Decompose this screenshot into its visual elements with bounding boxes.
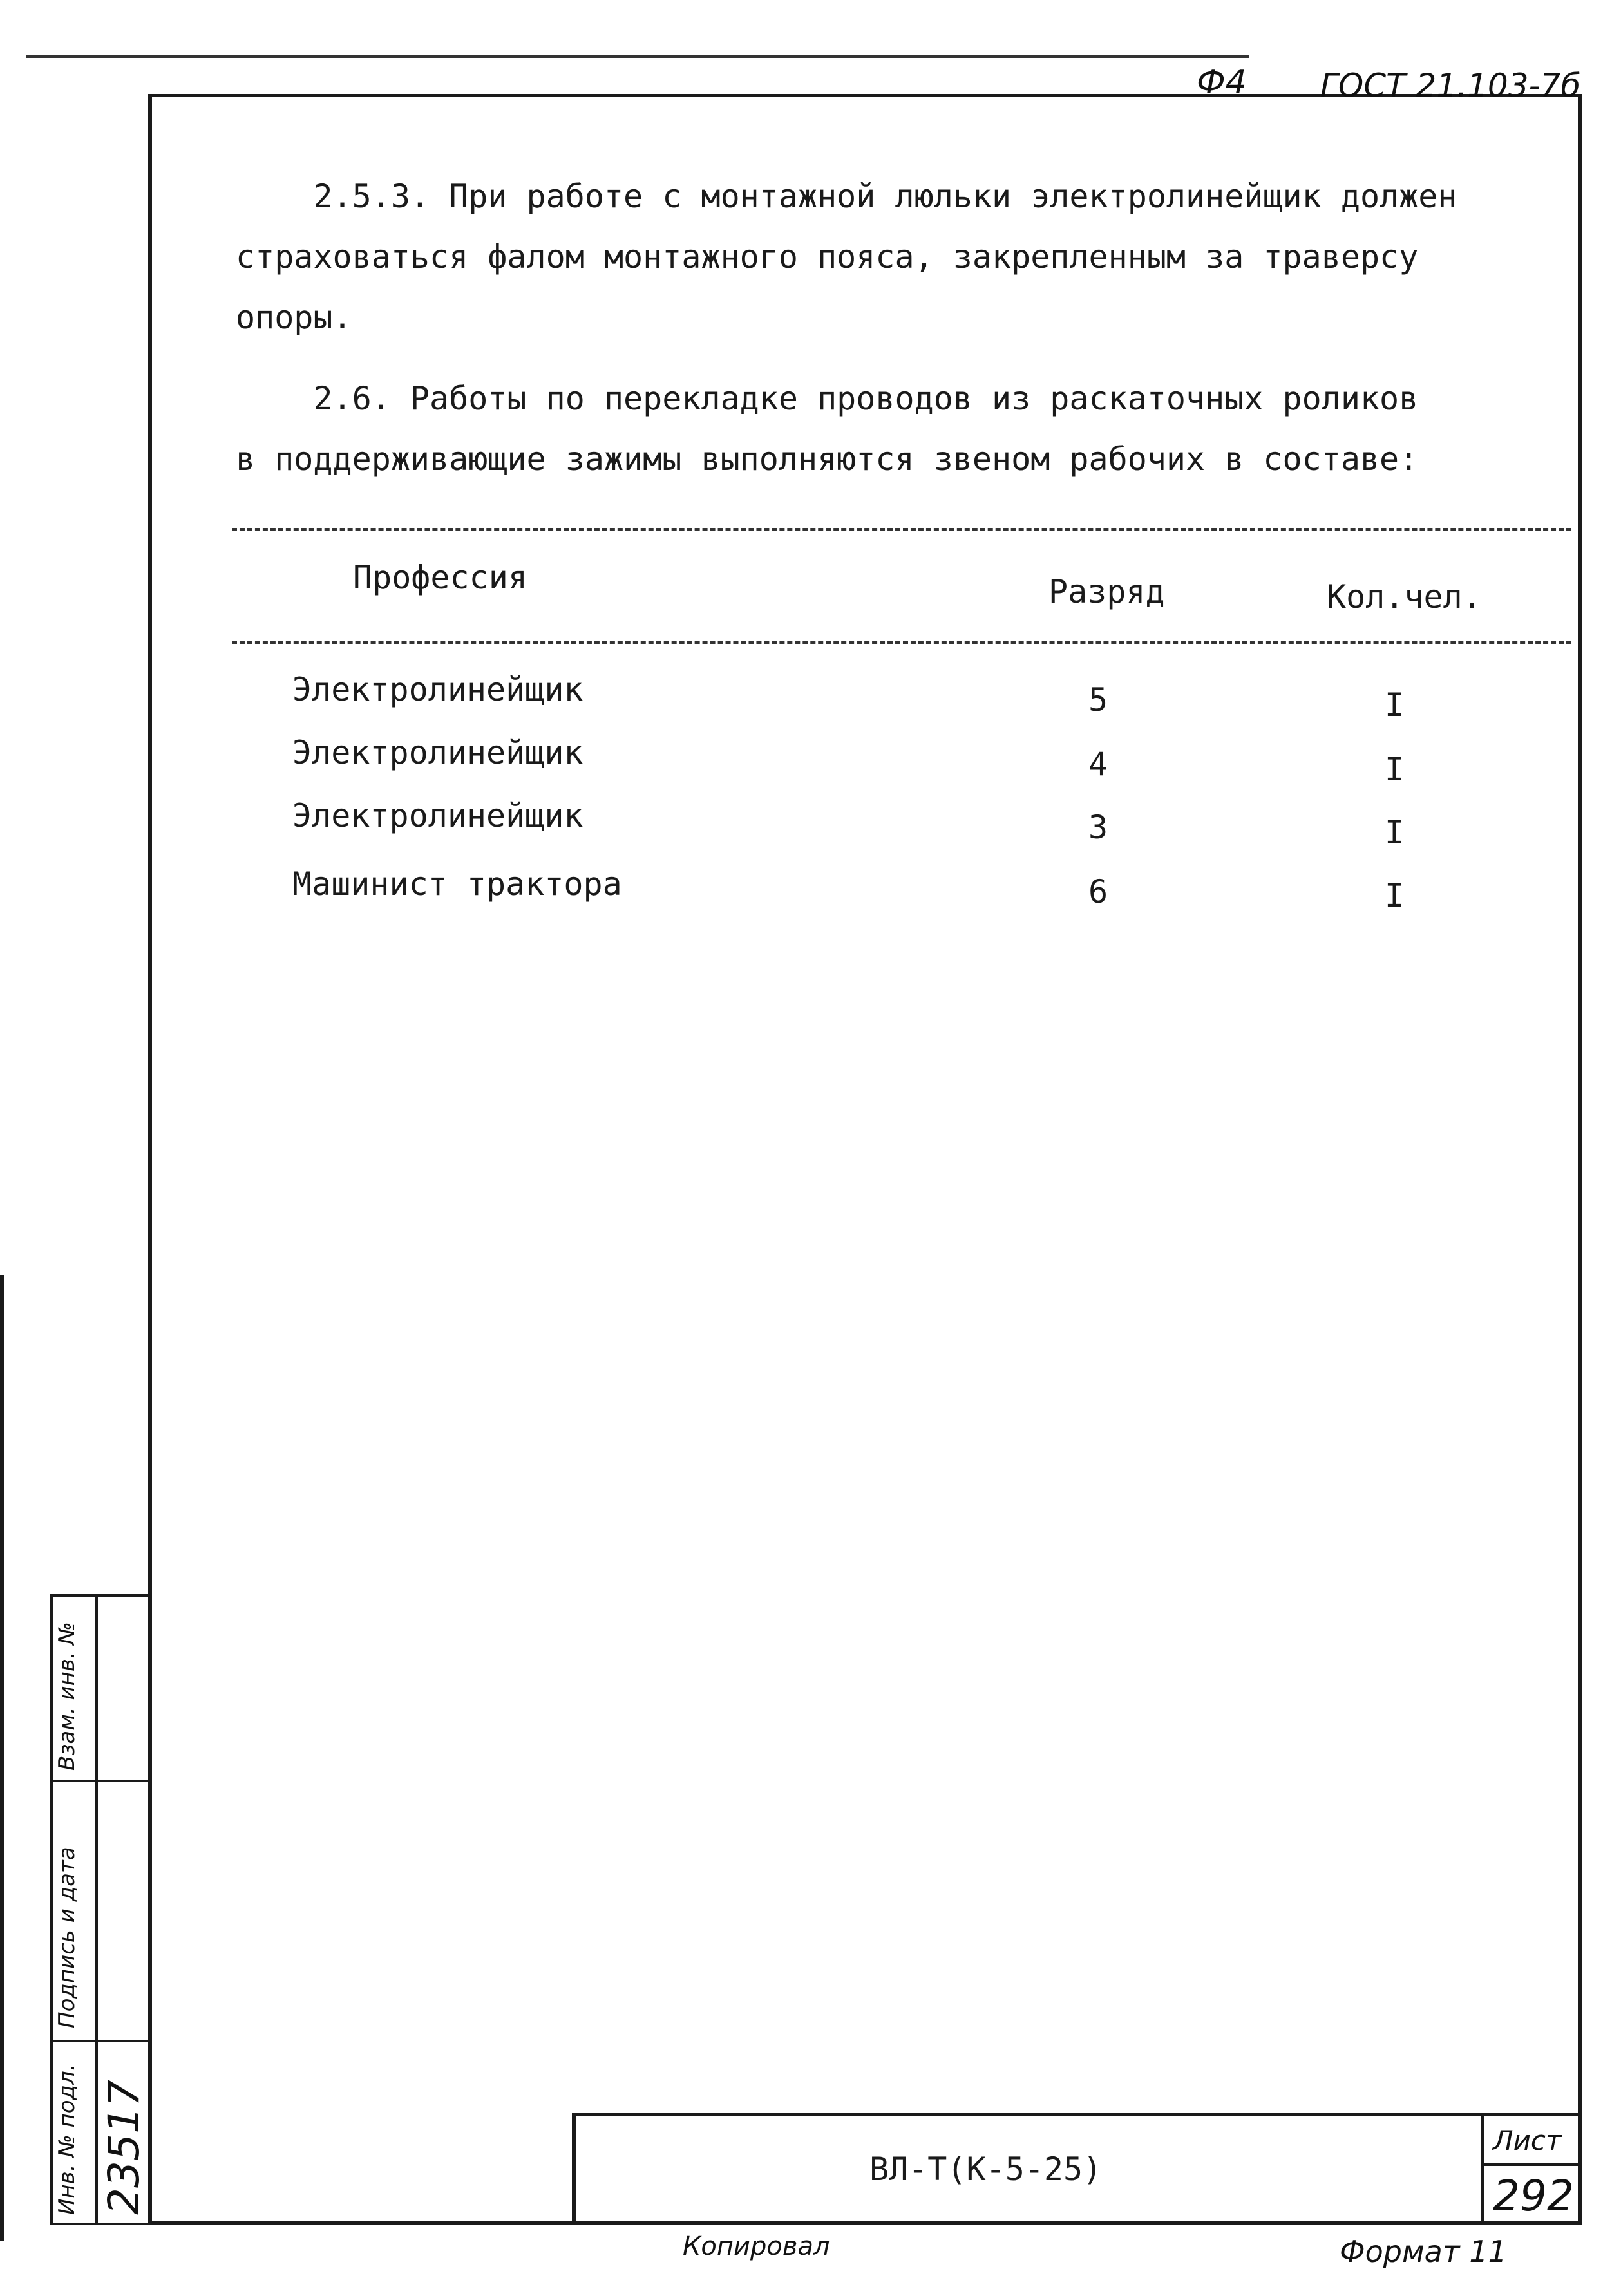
- side-strip-separator: [50, 1780, 152, 1782]
- paragraph-2-5-3-line-2: страховаться фалом монтажного пояса, закрепленным за траверсу: [236, 238, 1419, 276]
- stamp-top-border: [572, 2113, 1582, 2116]
- inventory-number: 23517: [99, 2080, 149, 2215]
- paragraph-2-5-3-line-3: опоры.: [236, 299, 352, 336]
- header-count: Кол.чел.: [1327, 578, 1482, 616]
- table-cell-count: I: [1385, 877, 1405, 914]
- side-strip-bottom-border: [50, 2223, 152, 2225]
- side-strip-inner-border: [95, 1594, 98, 2225]
- sheet-number: 292: [1493, 2171, 1574, 2221]
- table-cell-grade: 5: [1088, 681, 1108, 719]
- header-grade: Разряд: [1048, 573, 1165, 610]
- side-strip-separator: [50, 2040, 152, 2042]
- frame-right-border: [1578, 94, 1582, 2225]
- side-strip-top-border: [50, 1594, 152, 1597]
- stamp-divider: [1481, 2113, 1484, 2224]
- margin-line: [0, 1275, 4, 2241]
- table-cell-count: I: [1385, 751, 1405, 788]
- side-label-original-inventory: Инв. № подл.: [54, 2064, 80, 2215]
- table-cell-count: I: [1385, 686, 1405, 724]
- footer-format: Формат 11: [1340, 2234, 1507, 2269]
- side-label-replacement-inventory: Взам. инв. №: [54, 1622, 80, 1771]
- table-cell-profession: Электролинейщик: [292, 797, 583, 834]
- form-number: Ф4: [1197, 63, 1247, 102]
- sheet-label: Лист: [1493, 2125, 1562, 2156]
- paragraph-2-6-line-1: 2.6. Работы по перекладке проводов из раскаточных роликов: [236, 380, 1419, 417]
- table-cell-count: I: [1385, 814, 1405, 851]
- paragraph-2-6-line-2: в поддерживающие зажимы выполняются звеном рабочих в составе:: [236, 440, 1419, 478]
- table-cell-profession: Электролинейщик: [292, 734, 583, 771]
- header-profession: Профессия: [353, 559, 527, 596]
- table-cell-profession: Машинист трактора: [292, 865, 622, 903]
- table-cell-grade: 3: [1088, 809, 1108, 846]
- table-cell-grade: 4: [1088, 746, 1108, 783]
- stamp-left-border: [572, 2113, 576, 2224]
- side-strip-outer-border: [50, 1594, 53, 2225]
- top-rule: [26, 55, 1249, 58]
- table-cell-grade: 6: [1088, 873, 1108, 910]
- footer-copied: Копировал: [683, 2232, 830, 2261]
- table-header-rule: [232, 641, 1571, 644]
- frame-left-border: [148, 94, 152, 2225]
- side-label-signature-date: Подпись и дата: [54, 1847, 80, 2028]
- frame-bottom-border: [148, 2221, 1582, 2225]
- document-designation: ВЛ-Т(К-5-25): [869, 2150, 1103, 2188]
- paragraph-2-5-3-line-1: 2.5.3. При работе с монтажной люльки электролинейщик должен: [236, 178, 1457, 215]
- table-top-rule: [232, 528, 1571, 531]
- standard-reference: ГОСТ 21.103-7б: [1320, 67, 1581, 104]
- stamp-sheet-divider: [1481, 2163, 1582, 2166]
- table-cell-profession: Электролинейщик: [292, 671, 583, 708]
